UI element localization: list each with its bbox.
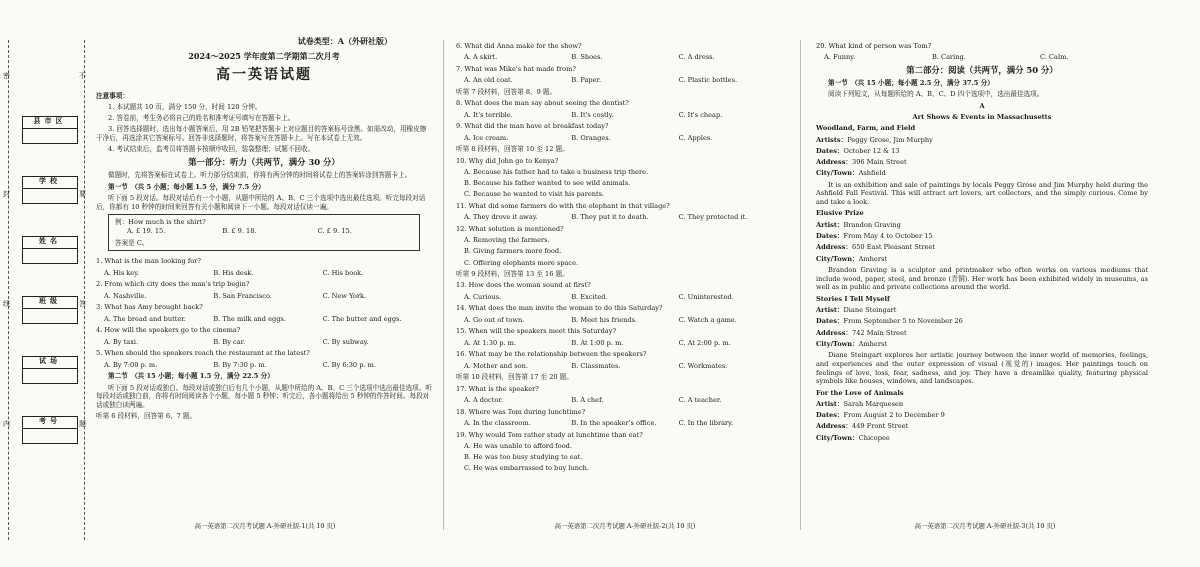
question: 10. Why did John go to Kenya? [456,156,559,165]
option: B. Because his father wanted to see wild animals. [464,179,631,188]
event-description: Diane Steingart explores her artistic journey between the inner world of memories, feelings, and experiences and the outer expression of visual (视觉的) images. Her paintings touch on feelings of love, loss, fear, sadness, and joy. They have a dreamlike quality, featuring physical symbols like houses, windows, and landscapes. [816,351,1148,386]
part1-title: 第一部分：听力（共两节，满分 30 分） [188,157,340,168]
field-key: City/Town： [816,433,859,442]
field-class[interactable] [22,296,78,324]
field-value: Amherst [858,339,888,348]
option: B. By car. [213,337,246,346]
question: 17. What is the speaker? [456,384,539,393]
field-key: Artist： [816,305,844,314]
options [456,396,786,405]
passage-letter: A [979,101,985,110]
page-1 [96,36,432,424]
question: 12. What solution is mentioned? [456,224,564,233]
notes-heading: 注意事项： [96,91,129,100]
option: B. The milk and eggs. [213,314,286,323]
option: B. He was too busy studying to eat. [464,453,583,462]
field-school[interactable] [22,176,78,204]
option: A. Funny. [824,53,856,62]
option: B. In the speaker's office. [571,418,657,427]
field-key: Artist： [816,399,844,408]
option: A. A doctor. [464,395,503,404]
event-name: Elusive Prize [816,209,864,218]
field-key: Dates： [816,411,844,420]
field-label: 班级 [39,296,61,305]
page-3 [816,42,1148,445]
option: A. By taxi. [104,337,139,346]
question: 11. What did some farmers do with the elephant in that village? [456,201,670,210]
side-word: 答 [79,300,86,308]
section2-desc: 听下面 5 段对话或独白。每段对话或独白后有几个小题，从题中所给的 A、B、C 三个选项中选出最佳选项。听每段对话或独白前，你将有时间阅读各个小题，每小题 5 秒钟；听完后，各小题将给出 5 秒钟的作答时间。每段对话或独白读两遍。 [96,383,432,410]
options [456,316,786,325]
exam-title: 2024～2025 学年度第二学期第二次月考 [188,50,340,61]
option: B. A chef. [571,395,604,404]
field-value: 449 Front Street [852,422,909,431]
option: B. Excited. [571,292,608,301]
field-value: Diane Steingart [843,305,897,314]
event-dates [816,411,1148,420]
option: B. Classmates. [571,361,621,370]
example-question: 例：How much is the shirt? [115,218,206,227]
field-label: 姓名 [39,236,61,245]
option: A. A skirt. [464,53,498,62]
options [456,111,786,120]
options-4 [96,338,432,347]
question: 13. How does the woman sound at first? [456,281,591,290]
options [456,362,786,371]
question-5: 5. When should the speakers reach the restaurant at the latest? [96,349,310,358]
option: C. In the library. [678,418,734,427]
option: A. £ 19. 15. [127,226,166,235]
question: 16. What may be the relationship between the speakers? [456,350,647,359]
field-value: Brandon Graving [843,220,901,229]
note-item: 2. 答卷前，考生务必将自己的姓名和准考证号填写在答题卡上。 [108,114,295,123]
event-dates [816,147,1148,156]
field-label: 考号 [39,416,61,425]
option: B. £ 9. 18. [222,226,257,235]
side-word: 内 [3,420,10,428]
option: C. Apples. [678,133,713,142]
field-key: Dates： [816,317,844,326]
example-options [115,227,413,236]
option: C. Workmates. [678,361,728,370]
option: C. He was embarrassed to buy lunch. [464,464,589,473]
option: B. Shoes. [571,53,603,62]
section2-title: 第二节 （共 15 小题；每小题 1.5 分，满分 22.5 分） [108,372,274,381]
option: B. Oranges. [571,133,611,142]
field-value: Ashfield [858,169,886,178]
option: B. San Francisco. [213,291,272,300]
event-city [816,255,1148,264]
field-key: Artists： [816,135,848,144]
page-footer: 高一英语第二次月考试题 A-外研社版-2(共 10 页) [554,522,696,530]
side-word: 题 [79,420,86,428]
part1-desc: 做题时，先将答案标在试卷上。听力部分结束前，你将有两分钟的时间将试卷上的答案转涂到答题卡上。 [108,171,412,180]
option: B. Giving farmers more food. [464,247,562,256]
option: C. Because he wanted to visit his parents. [464,190,605,199]
option: A. At 1:30 p. m. [464,338,517,347]
option: C. £ 9. 15. [317,226,352,235]
question-1: 1. What is the man looking for? [96,257,201,266]
field-key: Address： [816,158,853,167]
section1-title: 第一节 （共 5 小题；每小题 1.5 分，满分 7.5 分） [108,182,265,191]
reading-section-title: 第一节 （共 15 小题；每小题 2.5 分，满分 37.5 分） [828,79,994,88]
paper-type: 试卷类型：A（外研社版） [297,36,392,46]
question-20: 20. What kind of person was Tom? [816,42,932,50]
field-name[interactable] [22,236,78,264]
field-key: Dates： [816,146,844,155]
field-key: City/Town： [816,169,859,178]
field-key: Address： [816,422,853,431]
options [456,134,786,143]
option: B. Paper. [571,76,602,85]
option: C. By 6:30 p. m. [322,360,376,369]
option: C. By subway. [322,337,369,346]
option: A. Curious. [464,292,502,301]
option: C. Plastic bottles. [678,76,738,85]
option: C. Offering elephants more space. [464,258,579,267]
options-20 [816,53,1148,62]
option: A. Because his father had to take a business trip there. [464,167,649,176]
page-footer: 高一英语第二次月考试题 A-外研社版-3(共 10 页) [914,522,1056,530]
option: C. Calm. [1040,53,1069,62]
field-key: Address： [816,243,853,252]
material-line: 听第 7 段材料，回答第 8、9 题。 [456,88,557,96]
question: 9. What did the man have at breakfast today? [456,122,609,131]
reading-section-desc: 阅读下列短文，从每题所给的 A、B、C、D 四个选项中，选出最佳选项。 [828,90,1044,99]
event-city [816,169,1148,178]
option: C. It's cheap. [678,110,723,119]
field-value: 650 East Pleasant Street [852,243,936,252]
question-4: 4. How will the speakers go to the cinema? [96,326,241,335]
event-list [816,124,1148,442]
field-exam-room[interactable] [22,356,78,384]
question-3: 3. What has Amy brought back? [96,303,203,312]
option: B. It's costly. [571,110,614,119]
note-item: 3. 回答选择题时，选出每小题答案后，用 2B 铅笔把答题卡上对应题目的答案标号涂黑。如需改动，用橡皮擦干净后，再选涂其它答案标号。回答非选择题时，将答案写在答题卡上。写在本试卷上无效。 [96,125,427,143]
field-label: 学校 [39,176,61,185]
options [456,76,786,85]
event-artists [816,221,1148,230]
option: C. A teacher. [678,395,722,404]
option: A. An old coat. [464,76,513,85]
option: C. Uninterested. [678,292,734,301]
field-value: 396 Main Street [852,158,907,167]
subject-title: 高一英语试题 [216,67,312,84]
field-value: From May 4 to October 15 [843,232,933,241]
option: C. Watch a game. [678,315,737,324]
option: A. It's terrible. [464,110,513,119]
option: C. New York. [322,291,367,300]
option: A. They drove it away. [464,213,538,222]
event-dates [816,317,1148,326]
field-key: Address： [816,328,853,337]
option: C. They protected it. [678,213,748,222]
side-word: 封 [3,190,10,198]
options-3 [96,315,432,324]
material-line: 听第 6 段材料，回答第 6、7 题。 [96,412,197,421]
side-word: 密 [3,72,10,80]
event-name: Stories I Tell Myself [816,294,890,303]
page-2 [456,42,786,476]
event-artists [816,306,1148,315]
material-line: 听第 10 段材料，回答第 17 至 20 题。 [456,373,573,382]
field-key: Dates： [816,232,844,241]
option: B. His desk. [213,268,254,277]
side-word: 线 [3,300,10,308]
example-answer: 答案是 C。 [115,238,149,247]
field-key: City/Town： [816,254,859,263]
option: A. Removing the farmers. [464,236,550,245]
field-value: From August 2 to December 9 [843,411,945,420]
option: A. Go out of town. [464,315,525,324]
event-address [816,329,1148,338]
option: B. Caring. [932,53,966,62]
option: A. His key. [104,268,140,277]
options [456,419,786,428]
option: B. Meet his friends. [571,315,638,324]
option: B. At 1:00 p. m. [571,338,624,347]
field-value: 742 Main Street [852,328,907,337]
material-line: 听第 8 段材料，回答第 10 至 12 题。 [456,145,569,154]
options-1 [96,269,432,278]
field-label: 试场 [39,356,61,365]
side-word: 不 [79,72,86,80]
field-key: City/Town： [816,339,859,348]
option: C. At 2:00 p. m. [678,338,731,347]
field-value: Sarah Marquesen [843,399,904,408]
option: C. A dress. [678,53,715,62]
options [456,53,786,62]
question-2: 2. From which city does the man's trip begin? [96,280,250,289]
part2-title: 第二部分：阅读（共两节，满分 50 分） [906,65,1058,75]
material-line: 听第 9 段材料，回答第 13 至 16 题。 [456,269,569,278]
field-value: Peggy Grose, Jim Murphy [847,135,933,144]
field-county[interactable] [22,116,78,144]
question: 18. Where was Tom during lunchtime? [456,407,586,416]
option: A. By 7:00 p. m. [104,360,158,369]
field-value: From September 5 to November 26 [843,317,963,326]
field-label: 县市区 [33,116,67,125]
listening-questions [456,42,786,473]
event-artists [816,136,1148,145]
page-divider [443,40,444,530]
option: A. Ice cream. [464,133,509,142]
field-value: Chicopee [858,433,890,442]
seal-line-right [84,40,85,540]
event-address [816,243,1148,252]
option: A. The bread and butter. [104,314,186,323]
question: 14. What does the man invite the woman to do this Saturday? [456,304,663,313]
note-item: 1. 本试题共 10 页，满分 150 分，时间 120 分钟。 [108,102,262,111]
event-name: Woodland, Farm, and Field [816,124,916,133]
binding-strip [0,0,92,567]
option: B. They put it to death. [571,213,649,222]
question: 6. What did Anna make for the show? [456,42,582,50]
seal-line-left [8,40,9,540]
event-description: It is an exhibition and sale of paintings by locals Peggy Grose and Jim Murphy held during the Ashfield Fall Festival. This will attract art lovers, art collectors, and the simply curious. Come by and take a look. [816,180,1148,207]
question: 15. When will the speakers meet this Saturday? [456,327,616,336]
event-address [816,158,1148,167]
field-exam-number[interactable] [22,416,78,444]
option: A. He was unable to afford food. [464,441,572,450]
event-artists [816,400,1148,409]
option: B. By 7:30 p. m. [213,360,267,369]
note-item: 4. 考试结束后，监考员将答题卡按顺序收回，装袋整理；试题不回收。 [108,145,315,154]
event-address [816,422,1148,431]
question: 8. What does the man say about seeing the dentist? [456,99,629,108]
options-5 [96,361,432,370]
event-description: Brandon Graving is a sculptor and printmaker who often works on various mediums that include wood, paper, steel, and bronze (青铜). Her work has been exhibited widely in museums, as well as in public and private collections around the world. [816,265,1148,292]
event-city [816,340,1148,349]
option: C. His book. [322,268,364,277]
field-key: Artist： [816,220,844,229]
field-value: Amherst [858,254,888,263]
example-box [108,214,420,251]
page-divider [800,40,801,530]
option: C. The butter and eggs. [322,314,402,323]
option: A. In the classroom. [464,418,531,427]
option: A. Nashville. [104,291,147,300]
event-city [816,434,1148,443]
question: 7. What was Mike's hat made from? [456,65,576,73]
options-2 [96,292,432,301]
options [456,213,786,222]
event-dates [816,232,1148,241]
passage-title: Art Shows & Events in Massachusetts [912,112,1052,121]
options [456,339,786,348]
field-value: October 12 & 13 [843,146,900,155]
option: A. Mother and son. [464,361,528,370]
options [456,293,786,302]
side-word: 要 [79,190,86,198]
page-footer: 高一英语第二次月考试题 A-外研社版-1(共 10 页) [194,522,336,530]
event-name: For the Love of Animals [816,388,904,397]
section1-desc: 听下面 5 段对话。每段对话后有一个小题，从题中所给的 A、B、C 三个选项中选出最佳选项。听完每段对话后，你都有 10 秒钟的时间来回答有关小题和阅读下一小题。每段对话仅读一遍。 [96,193,426,211]
question: 19. Why would Tom rather study at lunchtime than eat? [456,430,643,439]
